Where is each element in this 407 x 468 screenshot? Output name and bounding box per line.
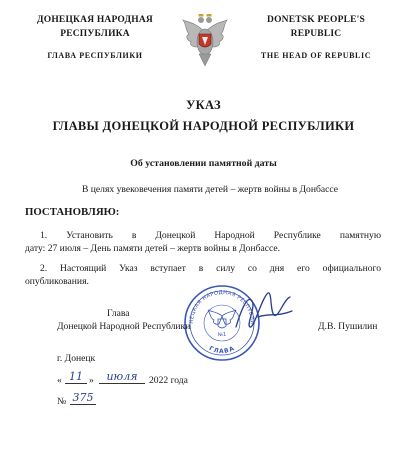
stamp-ring-text: НЕЦКАЯ НАРОДНАЯ РЕСПУБЛИ [188, 289, 256, 325]
date-month: июля [99, 370, 145, 384]
signatory-position-line1: Глава [107, 308, 130, 319]
stamp-number: №1 [217, 332, 227, 338]
decree-subject: Об установлении памятной даты [130, 158, 277, 169]
handwritten-signature [228, 287, 298, 337]
decree-title-line1: УКАЗ [186, 98, 221, 112]
header-left [30, 13, 160, 63]
point-1-line2: дату: 27 июля – День памяти детей – жертв войны в Донбассе. [25, 243, 281, 254]
date-quote-open: « [57, 375, 62, 386]
header-right-line1: DONETSK PEOPLE'S [267, 15, 365, 25]
header-left-line2: РЕСПУБЛИКА [60, 29, 130, 39]
header-right-sub: THE HEAD OF REPUBLIC [260, 51, 372, 60]
header-right-line2: REPUBLIC [290, 29, 342, 39]
number-prefix: № [57, 396, 67, 407]
header-left-line1: ДОНЕЦКАЯ НАРОДНАЯ [37, 15, 153, 25]
date-quote-close: » [89, 375, 94, 386]
signatory-name: Д.В. Пушилин [318, 321, 378, 332]
decree-number [57, 391, 137, 407]
stamp-bottom-text: ГЛАВА [207, 344, 237, 356]
date-day: 11 [65, 370, 87, 384]
city: г. Донецк [57, 353, 96, 364]
decree-word: ПОСТАНОВЛЯЮ: [25, 206, 120, 218]
point-2-line1: 2. Настоящий Указ вступает в силу со дня его официального [40, 263, 381, 274]
point-2-line2: опубликования. [25, 276, 89, 287]
decree-title [0, 98, 407, 134]
date-year: 2022 года [149, 375, 188, 386]
header-left-sub: ГЛАВА РЕСПУБЛИКИ [47, 51, 143, 60]
signatory-position-line2: Донецкой Народной Республики [57, 321, 191, 332]
date-line [57, 370, 237, 386]
coat-of-arms-icon [181, 12, 229, 68]
decree-preamble: В целях увековечения памяти детей – жертв войны в Донбассе [81, 184, 339, 195]
decree-title-line2: ГЛАВЫ ДОНЕЦКОЙ НАРОДНОЙ РЕСПУБЛИКИ [52, 119, 355, 133]
number-value: 375 [70, 391, 96, 405]
header-right [251, 13, 381, 63]
point-1-line1: 1. Установить в Донецкой Народной Республике памятную [40, 230, 381, 241]
